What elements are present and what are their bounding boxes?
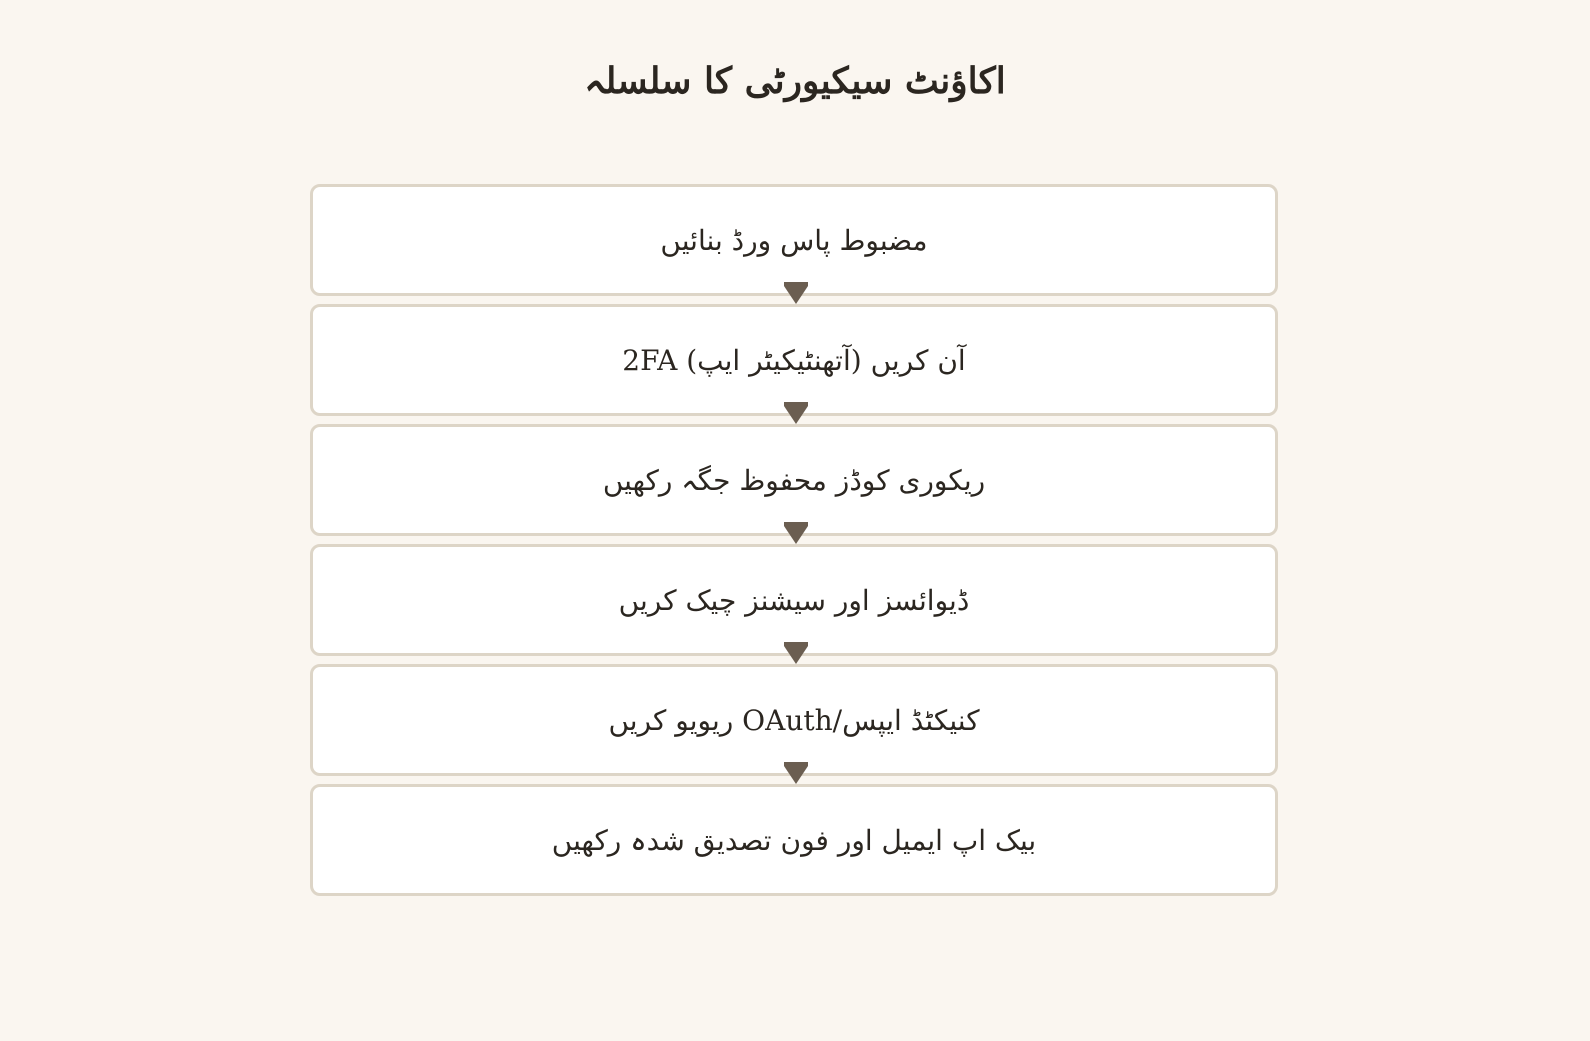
- step-label: 2FA (آتھنٹیکیٹر ایپ) آن کریں: [622, 343, 966, 377]
- step-box: [310, 664, 1278, 776]
- step-label: کنیکٹڈ ایپس/OAuth ریویو کریں: [608, 703, 980, 737]
- step-label: بیک اپ ایمیل اور فون تصدیق شدہ رکھیں: [551, 823, 1037, 857]
- step-box: [310, 784, 1278, 896]
- step-box: [310, 184, 1278, 296]
- step-3: [310, 424, 1278, 544]
- diagram-title: اکاؤنٹ سیکیورٹی کا سلسلہ: [584, 60, 1006, 102]
- step-label: مضبوط پاس ورڈ بنائیں: [660, 223, 928, 257]
- down-arrow-icon: [784, 646, 808, 664]
- step-box: [310, 304, 1278, 416]
- down-arrow-icon: [784, 406, 808, 424]
- step-box: [310, 424, 1278, 536]
- step-box: [310, 544, 1278, 656]
- step-1: [310, 184, 1278, 304]
- flow-chart: [310, 184, 1278, 904]
- step-2: [310, 304, 1278, 424]
- down-arrow-icon: [784, 526, 808, 544]
- step-label: ریکوری کوڈز محفوظ جگہ رکھیں: [602, 463, 986, 497]
- step-5: [310, 664, 1278, 784]
- step-4: [310, 544, 1278, 664]
- down-arrow-icon: [784, 766, 808, 784]
- down-arrow-icon: [784, 286, 808, 304]
- step-label: ڈیوائسز اور سیشنز چیک کریں: [618, 583, 970, 617]
- step-6: [310, 784, 1278, 904]
